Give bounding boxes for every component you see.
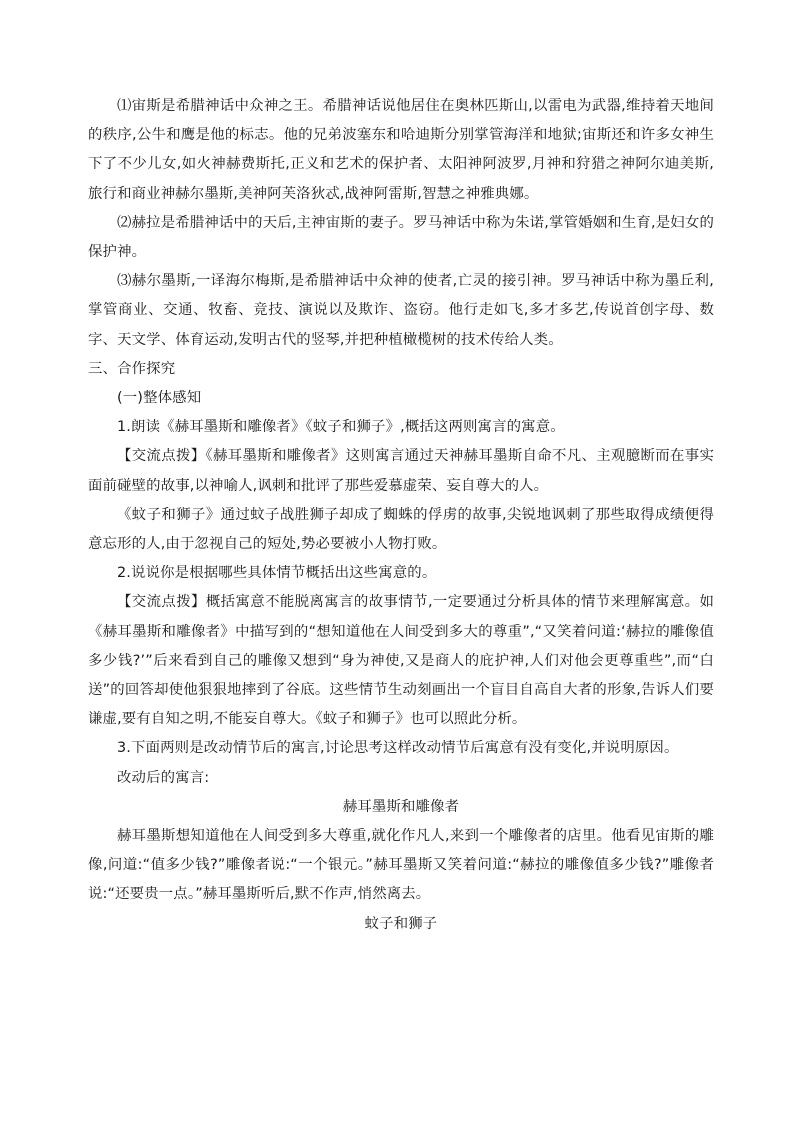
question-2: 2.说说你是根据哪些具体情节概括出这些寓意的。 — [117, 565, 437, 582]
note-hermes: ⑶赫尔墨斯,一译海尔梅斯,是希腊神话中众神的使者,亡灵的接引神。罗马神话中称为墨丘利,掌管商业、交通、牧畜、竞技、演说以及欺诈、盗窃。他行走如飞,多才多艺,传说首创字母、数字、天文学、体育运动,发明古代的竖琴,并把种植橄榄树的技术传给人类。 — [88, 273, 714, 348]
note-hera: ⑵赫拉是希腊神话中的天后,主神宙斯的妻子。罗马神话中称为朱诺,掌管婚姻和生育,是妇女的保护神。 — [88, 214, 714, 261]
subsection-heading: (一)整体感知 — [117, 390, 202, 407]
changed-fable-label: 改动后的寓言: — [117, 769, 210, 786]
answer-1-part-1: 【交流点拨】《赫耳墨斯和雕像者》这则寓言通过天神赫耳墨斯自命不凡、主观臆断而在事实面前碰壁的故事,以神喻人,讽刺和批评了那些爱慕虚荣、妄自尊大的人。 — [88, 448, 714, 494]
question-1: 1.朗读《赫耳墨斯和雕像者》《蚊子和狮子》,概括这两则寓言的寓意。 — [117, 419, 565, 436]
section-heading: 三、合作探究 — [88, 360, 176, 377]
fable-1-title: 赫耳墨斯和雕像者 — [342, 798, 460, 815]
document-body — [88, 92, 714, 939]
fable-1-text: 赫耳墨斯想知道他在人间受到多大尊重,就化作凡人,来到一个雕像者的店里。他看见宙斯的雕像,问道:“值多少钱?”雕像者说:“一个银元。”赫耳墨斯又笑着问道:“赫拉的雕像值多少钱?”雕像者说:“还要贵一点。”赫耳墨斯听后,默不作声,悄然离去。 — [88, 828, 714, 903]
fable-2-title: 蚊子和狮子 — [364, 915, 438, 932]
answer-1-part-2: 《蚊子和狮子》通过蚊子战胜狮子却成了蜘蛛的俘虏的故事,尖锐地讽刺了那些取得成绩便得意忘形的人,由于忽视自己的短处,势必要被小人物打败。 — [88, 506, 714, 553]
note-zeus: ⑴宙斯是希腊神话中众神之王。希腊神话说他居住在奥林匹斯山,以雷电为武器,维持着天地间的秩序,公牛和鹰是他的标志。他的兄弟波塞东和哈迪斯分别掌管海洋和地狱;宙斯还和许多女神生下了不少儿女,如火神赫费斯托,正义和艺术的保护者、太阳神阿波罗,月神和狩猎之神阿尔迪美斯,旅行和商业神赫尔墨斯,美神阿芙洛狄忒,战神阿雷斯,智慧之神雅典娜。 — [88, 98, 714, 202]
question-3: 3.下面两则是改动情节后的寓言,讨论思考这样改动情节后寓意有没有变化,并说明原因。 — [117, 740, 679, 757]
answer-2: 【交流点拨】概括寓意不能脱离寓言的故事情节,一定要通过分析具体的情节来理解寓意。如《赫耳墨斯和雕像者》中描写到的“想知道他在人间受到多大的尊重”,“又笑着问道:‘赫拉的雕像值多少钱?’”后来看到自己的雕像又想到“身为神使,又是商人的庇护神,人们对他会更尊重些”,而“白送”的回答却使他狠狠地摔到了谷底。这些情节生动刻画出一个盲目自高自大者的形象,告诉人们要谦虚,要有自知之明,不能妄自尊大。《蚊子和狮子》也可以照此分析。 — [88, 594, 714, 728]
